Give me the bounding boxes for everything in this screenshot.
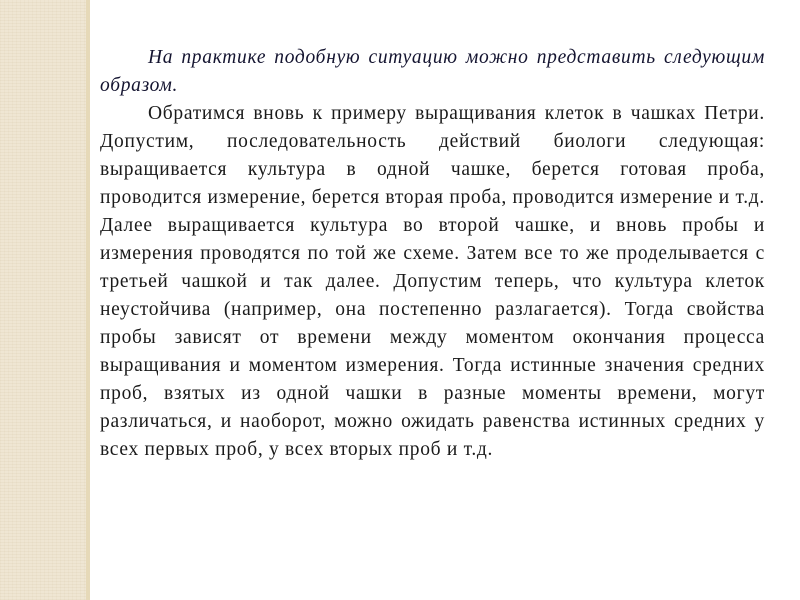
slide-text — [100, 44, 765, 464]
body-paragraph: Обратимся вновь к примеру выращивания клеток в чашках Петри. Допустим, последовательность действий биологи следующая: выращивается культура в одной чашке, берется готовая проба, проводится измерение, берется вторая проба, проводится измерение и т.д. Далее выращивается культура во второй чашке, и вновь пробы и измерения проводятся по той же схеме. Затем все то же проделывается с третьей чашкой и так далее. Допустим теперь, что культура клеток неустойчива (например, она постепенно разлагается). Тогда свойства пробы зависят от времени между моментом окончания процесса выращивания и моментом измерения. Тогда истинные значения средних проб, взятых из одной чашки в разные моменты времени, могут различаться, и наоборот, можно ожидать равенства истинных средних у всех первых проб, у всех вторых проб и т.д. — [100, 103, 765, 460]
intro-paragraph: На практике подобную ситуацию можно представить следующим образом. — [100, 47, 765, 96]
decorative-side-line — [86, 0, 90, 600]
decorative-side-strip — [0, 0, 86, 600]
